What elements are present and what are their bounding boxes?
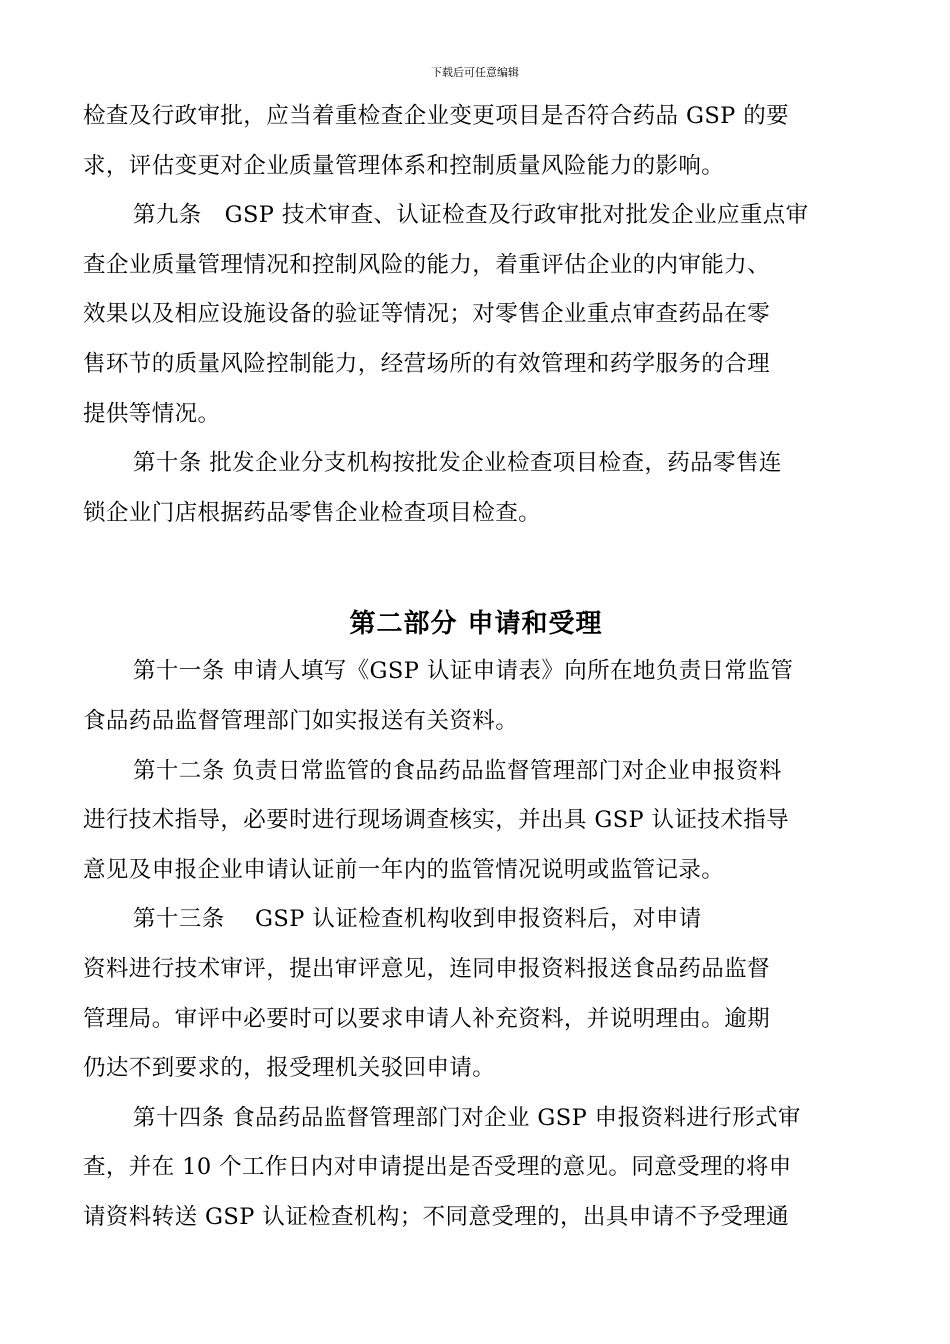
text-line: 第九条 GSP 技术审查、认证检查及行政审批对批发企业应重点审: [133, 202, 809, 229]
text-line: 资料进行技术审评，提出审评意见，连同申报资料报送食品药品监督: [83, 955, 771, 982]
text-line: 提供等情况。: [83, 400, 221, 427]
text-line: 锁企业门店根据药品零售企业检查项目检查。: [83, 499, 542, 526]
section-title: 第二部分 申请和受理: [349, 609, 603, 640]
text-line: 售环节的质量风险控制能力，经营场所的有效管理和药学服务的合理: [83, 350, 771, 377]
paragraph-article-11: [83, 647, 869, 746]
text-line: 食品药品监督管理部门如实报送有关资料。: [83, 707, 519, 734]
text-line: 管理局。审评中必要时可以要求申请人补充资料，并说明理由。逾期: [83, 1005, 771, 1032]
paragraph-article-10: [83, 439, 869, 538]
part-one-paragraphs: [83, 92, 869, 538]
text-line: 进行技术指导，必要时进行现场调查核实，并出具 GSP 认证技术指导: [83, 807, 790, 834]
text-line: 效果以及相应设施设备的验证等情况；对零售企业重点审查药品在零: [83, 301, 771, 328]
text-line: 检查及行政审批，应当着重检查企业变更项目是否符合药品 GSP 的要: [83, 103, 790, 129]
document-body: [83, 92, 869, 1242]
header-note: 下载后可任意编辑: [431, 66, 519, 79]
paragraph-article-12: [83, 747, 869, 896]
text-line: 查，并在 10 个工作日内对申请提出是否受理的意见。同意受理的将申: [83, 1154, 792, 1181]
text-line: 第十三条 GSP 认证检查机构收到申报资料后，对申请: [133, 906, 702, 933]
text-line: 第十一条 申请人填写《GSP 认证申请表》向所在地负责日常监管: [133, 658, 794, 685]
paragraph-article-13: [83, 895, 869, 1093]
paragraph-article-14: [83, 1094, 869, 1243]
text-line: 查企业质量管理情况和控制风险的能力，着重评估企业的内审能力、: [83, 251, 771, 278]
text-line: 第十二条 负责日常监管的食品药品监督管理部门对企业申报资料: [133, 757, 782, 784]
text-line: 仍达不到要求的，报受理机关驳回申请。: [83, 1055, 496, 1082]
text-line: 求，评估变更对企业质量管理体系和控制质量风险能力的影响。: [83, 152, 725, 179]
text-line: 意见及申报企业申请认证前一年内的监管情况说明或监管记录。: [83, 856, 725, 883]
text-line: 请资料转送 GSP 认证检查机构；不同意受理的，出具申请不予受理通: [83, 1203, 790, 1230]
paragraph-article-9: [83, 191, 869, 439]
part-two-paragraphs: [83, 647, 869, 1242]
text-line: 第十四条 食品药品监督管理部门对企业 GSP 申报资料进行形式审: [133, 1104, 801, 1131]
text-line: 第十条 批发企业分支机构按批发企业检查项目检查，药品零售连: [133, 450, 782, 477]
paragraph-continued: [83, 92, 869, 191]
